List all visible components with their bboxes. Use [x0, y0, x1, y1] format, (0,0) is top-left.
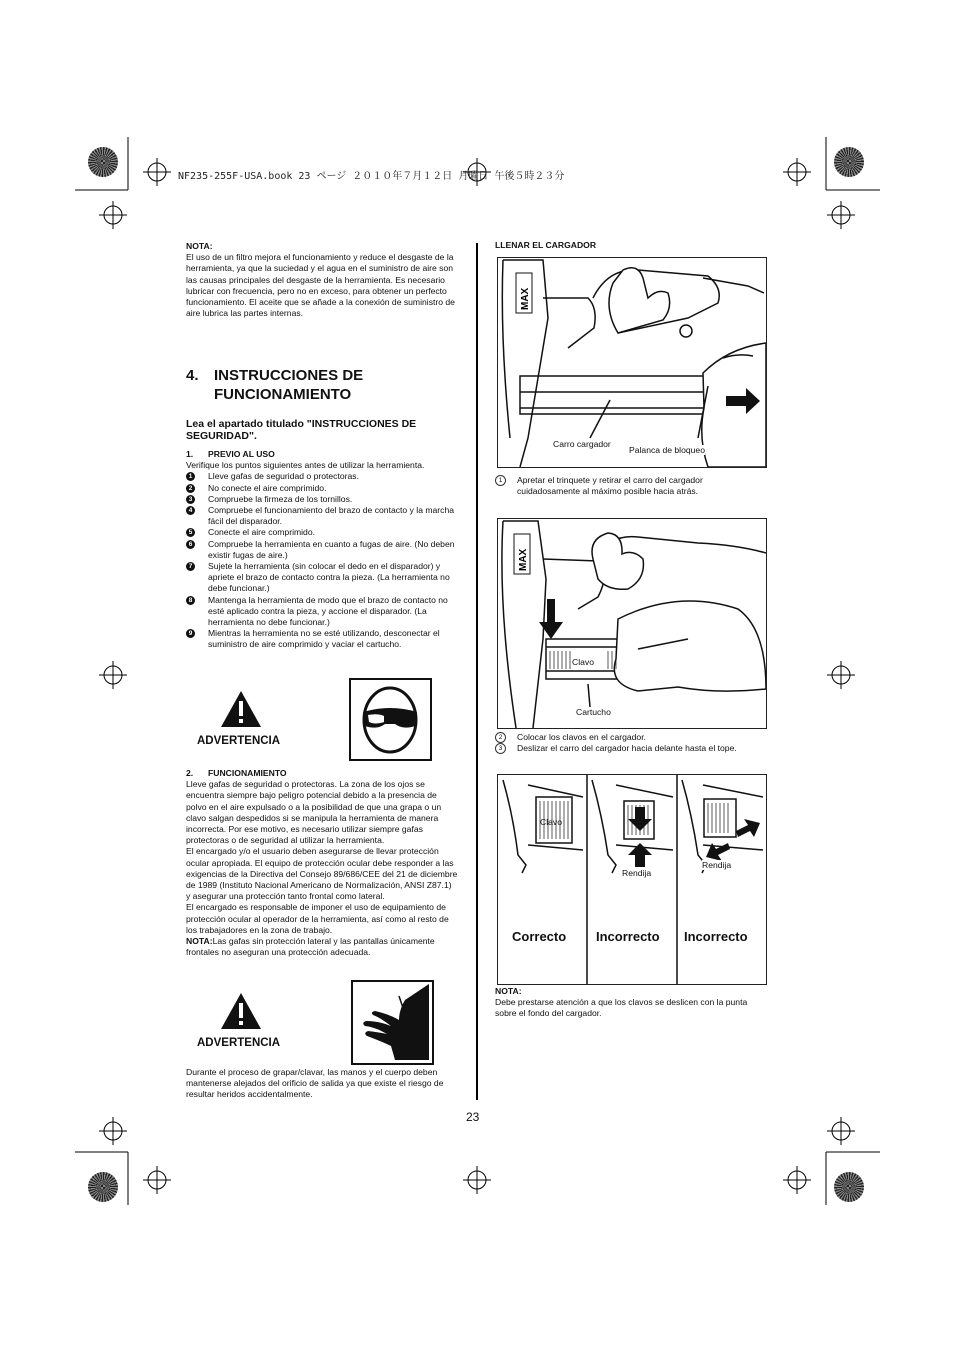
warning2-label: ADVERTENCIA — [197, 1037, 281, 1049]
warning-triangle-icon — [220, 992, 262, 1030]
number-bullet-icon: 7 — [186, 562, 195, 571]
sub2-paragraph2: El encargado y/o el usuario deben asegurarse de llevar protección ocular apropiada. El equipo de protección ocular debe responder a las exigencias de la Directiva del Consejo 89/686/CEE del 21 de diciembre de 1989 (Instituto Nacional Americano de Normalización, ANSI Z87.1) y asegurar una protección tanto frontal como lateral. — [186, 846, 458, 902]
checklist-text: Lleve gafas de seguridad o protectoras. — [208, 471, 359, 482]
print-header: NF235-255F-USA.book 23 ページ ２０１０年７月１２日 月曜日 午後５時２３分 — [178, 171, 565, 182]
checklist-item — [186, 483, 458, 494]
sub1-number: 1. — [186, 449, 194, 459]
sub2-heading — [186, 768, 458, 779]
sub2-paragraph1: Lleve gafas de seguridad o protectoras. La zona de los ojos se encuentra siempre bajo peligro potencial debido a la presencia de polvo en el aire expulsado o a la posibilidad de que una grapa o un clavo salgan despedidos si se manipula la herramienta de manera incorrecta. Por ese motivo, es necesario utilizar siempre gafas protectoras o de seguridad al utilizar la herramienta. — [186, 779, 442, 846]
fig2-label-clavo: Clavo — [572, 657, 594, 667]
number-bullet-icon: 9 — [186, 629, 195, 638]
section-number: 4. — [186, 367, 199, 384]
fig3-label-rendija2: Rendija — [702, 860, 732, 870]
right-nota-text: Debe prestarse atención a que los clavos se deslicen con la punta sobre el fondo del cargador. — [495, 997, 748, 1019]
circled-number-icon: 1 — [495, 475, 506, 486]
circled-number-icon: 3 — [495, 743, 506, 754]
checklist-text: Compruebe la firmeza de los tornillos. — [208, 493, 353, 504]
nota-text: El uso de un filtro mejora el funcionamiento y reduce el desgaste de la herramienta, ya que la suciedad y el agua en el suministro de aire son las causas principales del desgaste de la herramienta. Es necesario lubricar con frecuencia, pero no en exceso, para obtener un perfecto funcionamiento. El aceite que se añade a la conexión de suministro de aire lubrica las partes internas. — [186, 252, 455, 319]
fig2-brand: MAX — [518, 548, 529, 571]
checklist — [186, 471, 458, 650]
right-title: LLENAR EL CARGADOR — [495, 240, 597, 250]
figure-loading-nails — [497, 518, 767, 729]
warning-triangle-icon — [220, 690, 262, 728]
caption-item — [495, 743, 767, 754]
nota-title: NOTA: — [186, 241, 213, 251]
fig2-label-cartucho: Cartucho — [576, 707, 611, 717]
sub2-nota-text: Las gafas sin protección lateral y las pantallas únicamente frontales no aseguran una protección adecuada. — [186, 936, 435, 958]
caption-item — [495, 475, 767, 497]
number-bullet-icon: 8 — [186, 596, 195, 605]
figure-magazine-open — [497, 257, 767, 468]
fig1-label-carro: Carro cargador — [553, 439, 611, 449]
checklist-text: Mientras la herramienta no se esté utilizando, desconectar el suministro de aire comprimido y vaciar el cartucho. — [208, 628, 440, 650]
number-bullet-icon: 5 — [186, 528, 195, 537]
checklist-text: Compruebe la herramienta en cuanto a fugas de aire. (No deben existir fugas de aire.) — [208, 538, 455, 560]
right-nota-block — [495, 986, 767, 1020]
section-title-line2: FUNCIONAMIENTO — [214, 386, 352, 403]
read-note: Lea el apartado titulado "INSTRUCCIONES DE SEGURIDAD". — [186, 418, 417, 442]
number-bullet-icon: 3 — [186, 495, 195, 504]
caption-item — [495, 732, 767, 743]
number-bullet-icon: 6 — [186, 540, 195, 549]
hand-hazard-icon — [351, 980, 434, 1065]
fig3-incorrect-label-1: Incorrecto — [596, 929, 660, 944]
figure2-caption — [495, 732, 767, 754]
checklist-text: Sujete la herramienta (sin colocar el dedo en el disparador) y apriete el brazo de contacto contra la pieza. (La herramienta no debe funcionar.) — [208, 561, 450, 594]
section-title-line1: INSTRUCCIONES DE — [214, 367, 364, 384]
checklist-text: No conecte el aire comprimido. — [208, 482, 327, 493]
circled-number-icon: 2 — [495, 732, 506, 743]
nota-block — [186, 241, 458, 319]
figure1-caption — [495, 475, 767, 497]
safety-goggles-icon — [349, 678, 432, 761]
checklist-text: Compruebe el funcionamiento del brazo de contacto y la marcha fácil del disparador. — [208, 505, 455, 527]
sub2-block — [186, 768, 458, 958]
figure-nail-alignment — [497, 774, 767, 985]
checklist-item — [186, 561, 458, 595]
right-nota-title: NOTA: — [495, 986, 522, 996]
checklist-item — [186, 505, 458, 527]
fig3-label-clavo: Clavo — [540, 817, 562, 827]
fig1-brand: MAX — [520, 287, 531, 310]
sub1-intro: Verifique los puntos siguientes antes de utilizar la herramienta. — [186, 460, 425, 471]
sub1-title: PREVIO AL USO — [208, 449, 275, 459]
sub2-paragraph3: El encargado es responsable de imponer el uso de equipamiento de protección ocular al operador de la herramienta, así como al resto de los trabajadores en la zona de trabajo. — [186, 902, 449, 935]
fig3-correct-label: Correcto — [512, 929, 567, 944]
checklist-item — [186, 527, 458, 538]
sub2-title: FUNCIONAMIENTO — [208, 768, 287, 778]
fig3-incorrect-label-2: Incorrecto — [684, 929, 748, 944]
number-bullet-icon: 4 — [186, 506, 195, 515]
number-bullet-icon: 2 — [186, 484, 195, 493]
caption-text: Colocar los clavos en el cargador. — [517, 732, 646, 742]
section-heading — [186, 366, 458, 404]
caption-text: Apretar el trinquete y retirar el carro del cargador cuidadosamente al máximo posible hacia atrás. — [517, 475, 703, 497]
checklist-item — [186, 595, 458, 629]
checklist-item — [186, 539, 458, 561]
column-divider — [476, 243, 478, 1100]
warning1-label: ADVERTENCIA — [197, 735, 281, 747]
sub2-nota-label: NOTA: — [186, 936, 213, 947]
checklist-text: Mantenga la herramienta de modo que el brazo de contacto no esté aplicado contra la pieza, y accione el disparador. (La herramienta no debe funcionar.) — [208, 594, 448, 628]
sub1-block — [186, 449, 458, 651]
sub1-heading — [186, 449, 458, 460]
sub2-number: 2. — [186, 768, 194, 778]
final-warning-text: Durante el proceso de grapar/clavar, las manos y el cuerpo deben mantenerse alejados del orificio de salida ya que existe el riesgo de resultar heridos accidentalmente. — [186, 1067, 444, 1100]
checklist-text: Conecte el aire comprimido. — [208, 527, 315, 538]
checklist-item — [186, 471, 458, 482]
fig1-label-palanca: Palanca de bloqueo — [629, 445, 705, 455]
fig3-label-rendija1: Rendija — [622, 868, 652, 878]
number-bullet-icon: 1 — [186, 472, 195, 481]
page-number: 23 — [466, 1110, 480, 1124]
sub2-nota — [186, 936, 458, 958]
caption-text: Deslizar el carro del cargador hacia delante hasta el tope. — [517, 743, 737, 754]
checklist-item — [186, 628, 458, 650]
checklist-item — [186, 494, 458, 505]
